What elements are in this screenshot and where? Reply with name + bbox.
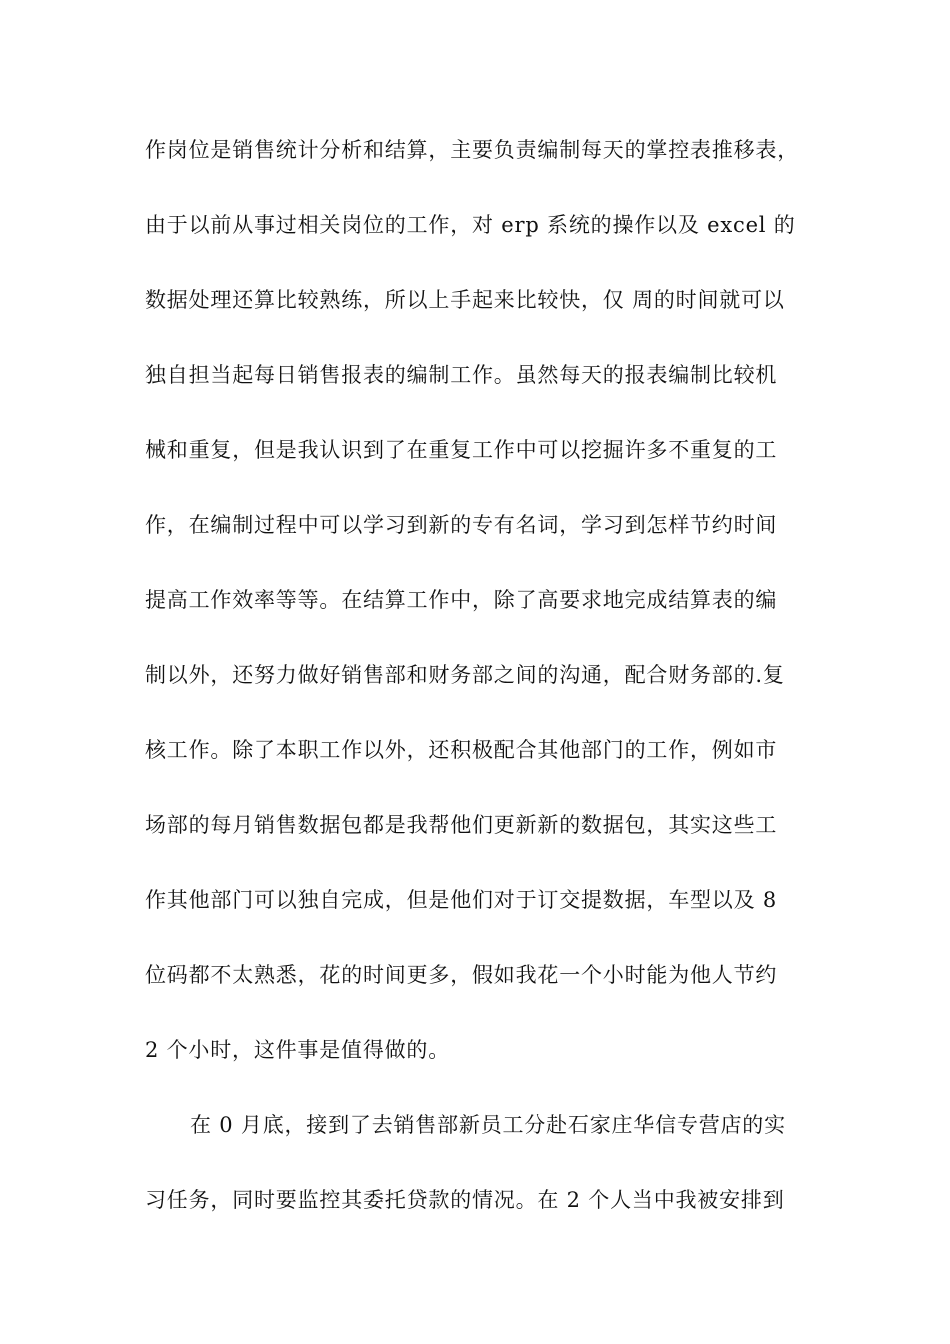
text-line: 场部的每月销售数据包都是我帮他们更新新的数据包，其实这些工 [145,813,778,837]
text-line: 械和重复，但是我认识到了在重复工作中可以挖掘许多不重复的工 [145,438,778,462]
text-line: 核工作。除了本职工作以外，还积极配合其他部门的工作，例如市 [145,738,778,762]
text-line: 在 0 月底，接到了去销售部新员工分赴石家庄华信专营店的实 [190,1113,786,1137]
text-line: 由于以前从事过相关岗位的工作，对 erp 系统的操作以及 excel 的 [145,213,796,237]
text-line: 独自担当起每日销售报表的编制工作。虽然每天的报表编制比较机 [145,363,778,387]
text-line: 制以外，还努力做好销售部和财务部之间的沟通，配合财务部的.复 [145,663,785,687]
text-line: 作，在编制过程中可以学习到新的专有名词，学习到怎样节约时间 [145,513,778,537]
text-line: 数据处理还算比较熟练，所以上手起来比较快，仅 周的时间就可以 [145,288,785,312]
text-line: 作岗位是销售统计分析和结算，主要负责编制每天的掌控表推移表， [145,138,799,162]
text-line: 位码都不太熟悉，花的时间更多，假如我花一个小时能为他人节约 [145,963,778,987]
text-line: 提高工作效率等等。在结算工作中，除了高要求地完成结算表的编 [145,588,778,612]
text-line: 习任务，同时要监控其委托贷款的情况。在 2 个人当中我被安排到 [145,1188,785,1212]
text-line: 作其他部门可以独自完成，但是他们对于订交提数据，车型以及 8 [145,888,778,912]
text-line: 2 个小时，这件事是值得做的。 [145,1038,451,1062]
